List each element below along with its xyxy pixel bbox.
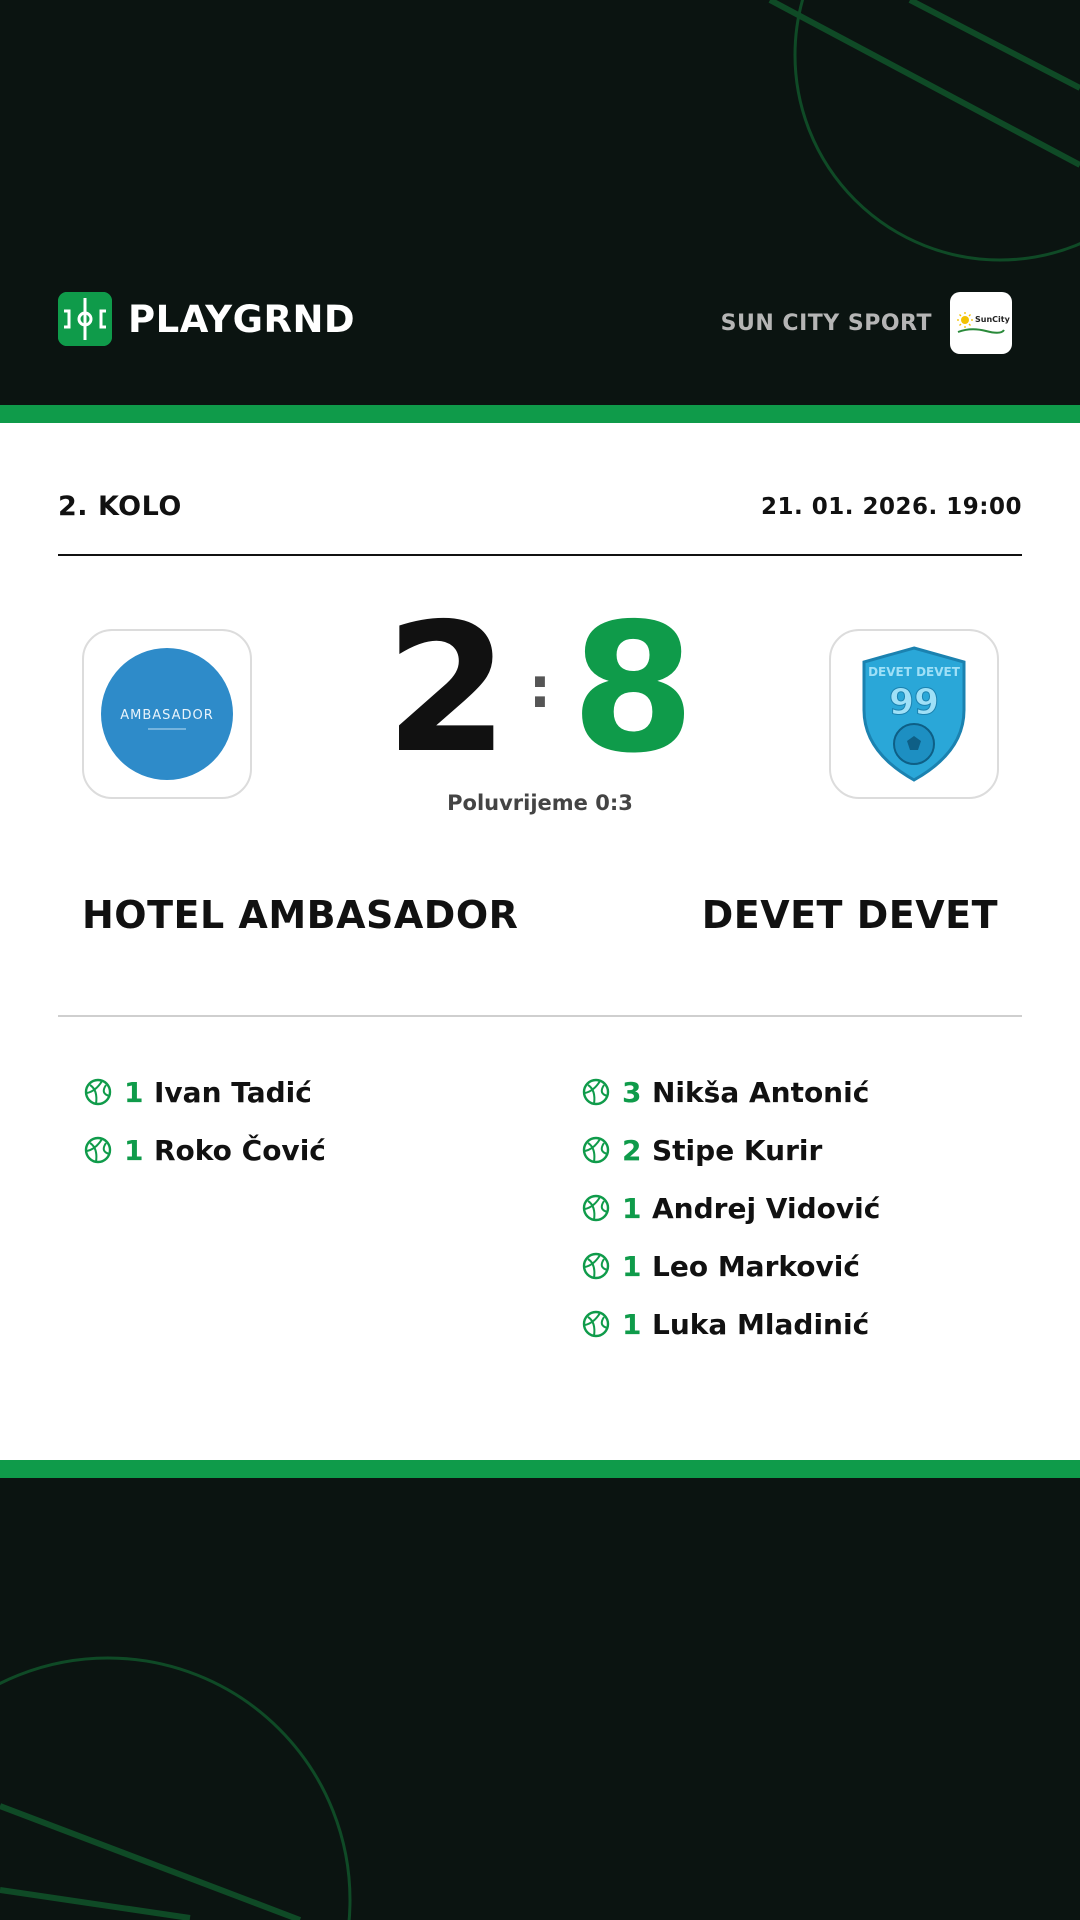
football-icon <box>84 1136 112 1164</box>
score-separator: : <box>528 656 552 721</box>
devet-devet-shield-logo <box>856 644 972 784</box>
goal-count: 1 <box>124 1133 144 1167</box>
sponsor <box>721 292 1012 354</box>
brand-name: PLAYGRND <box>128 297 356 341</box>
scorer-row <box>582 1295 880 1353</box>
football-icon <box>582 1252 610 1280</box>
football-icon <box>582 1310 610 1338</box>
scorer-row <box>84 1063 326 1121</box>
player-name: Roko Čović <box>154 1133 326 1167</box>
header <box>0 0 1080 405</box>
match-card <box>0 423 1080 1460</box>
goal-count: 1 <box>622 1191 642 1225</box>
away-team-name: DEVET DEVET <box>701 893 998 937</box>
football-pitch-icon <box>58 292 112 346</box>
away-team-logo <box>829 629 999 799</box>
football-icon <box>84 1078 112 1106</box>
goal-count: 2 <box>622 1133 642 1167</box>
home-score: 2 <box>384 585 509 792</box>
goal-count: 3 <box>622 1075 642 1109</box>
player-name: Luka Mladinić <box>652 1307 870 1341</box>
sponsor-logo <box>950 292 1012 354</box>
scorer-row <box>582 1121 880 1179</box>
football-icon <box>582 1136 610 1164</box>
match-datetime: 21. 01. 2026. 19:00 <box>761 494 1022 520</box>
halftime-score: Poluvrijeme 0:3 <box>447 791 633 815</box>
round-label: 2. KOLO <box>58 491 182 522</box>
divider <box>58 554 1022 556</box>
brand <box>58 292 355 346</box>
away-scorers-list <box>582 1063 880 1353</box>
sponsor-logo-text: SunCity <box>975 315 1010 324</box>
scorer-row <box>582 1179 880 1237</box>
accent-band-bottom <box>0 1460 1080 1478</box>
player-name: Ivan Tadić <box>154 1075 312 1109</box>
away-score: 8 <box>571 585 696 792</box>
player-name: Nikša Antonić <box>652 1075 870 1109</box>
goal-count: 1 <box>622 1307 642 1341</box>
sponsor-name: SUN CITY SPORT <box>720 310 932 336</box>
away-logo-text: DEVET DEVET <box>868 665 960 679</box>
divider <box>58 1015 1022 1017</box>
football-icon <box>582 1078 610 1106</box>
home-team-name: HOTEL AMBASADOR <box>82 893 519 937</box>
home-logo-text: AMBASADOR <box>120 708 214 723</box>
player-name: Andrej Vidović <box>652 1191 881 1225</box>
footer <box>0 1478 1080 1920</box>
accent-band-top <box>0 405 1080 423</box>
goal-count: 1 <box>124 1075 144 1109</box>
home-scorers-list <box>84 1063 326 1179</box>
away-logo-number: 99 <box>888 682 940 723</box>
football-icon <box>582 1194 610 1222</box>
sun-icon <box>956 308 1010 338</box>
scorer-row <box>84 1121 326 1179</box>
scorer-row <box>582 1063 880 1121</box>
decorative-pitch-lines <box>0 1478 1080 1920</box>
player-name: Stipe Kurir <box>652 1133 823 1167</box>
scorer-row <box>582 1237 880 1295</box>
goal-count: 1 <box>622 1249 642 1283</box>
player-name: Leo Marković <box>652 1249 860 1283</box>
